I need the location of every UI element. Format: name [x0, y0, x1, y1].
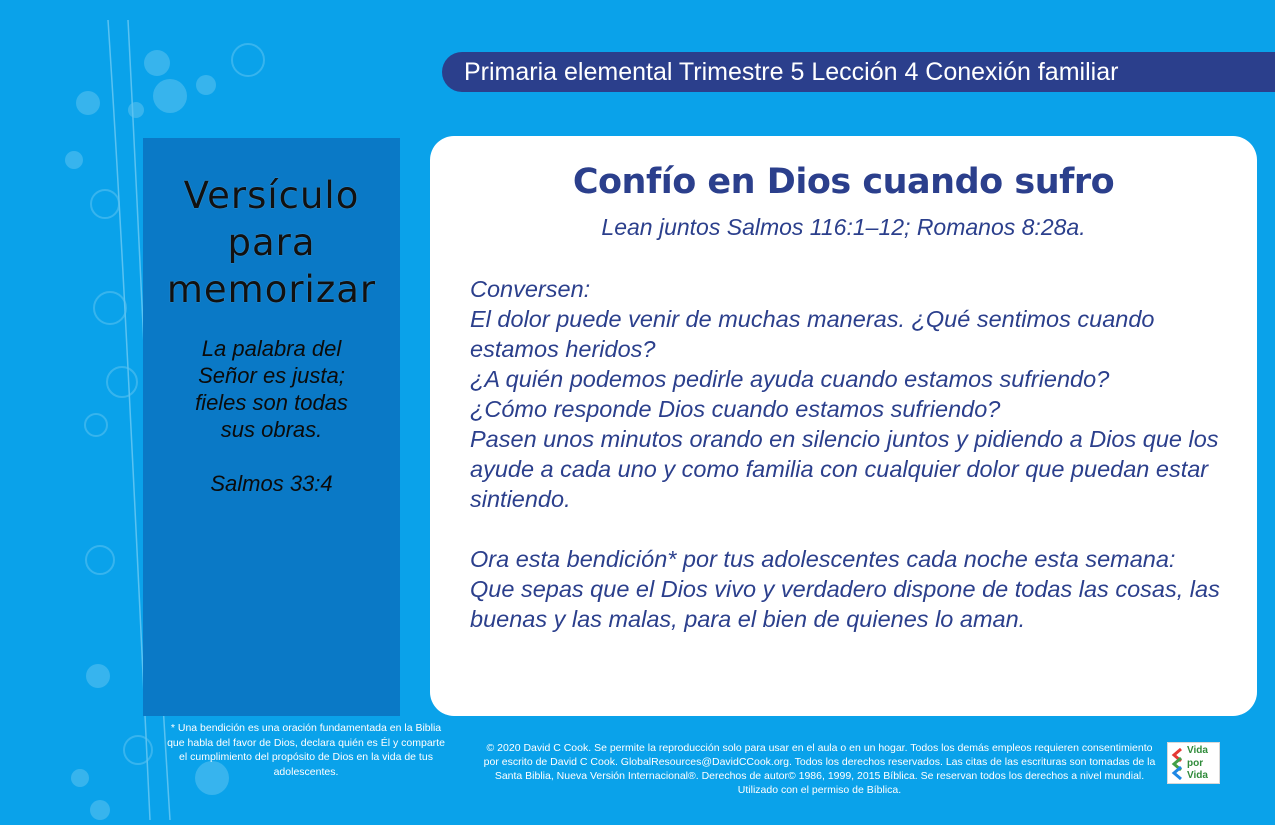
memory-title-line: para	[227, 221, 316, 264]
blessing-footnote: * Una bendición es una oración fundamentada en la Biblia que habla del favor de Dios, declara quién es Él y comparte el cumplimiento del propósito de Dios en la vida de tus adolescentes.	[167, 722, 445, 778]
paragraph-gap	[470, 514, 1230, 544]
copyright-notice: © 2020 David C Cook. Se permite la reproducción solo para usar en el aula o en un hogar. Todos los demás empleos requieren consentimiento por escrito de David C Cook. GlobalResources@DavidCCook.org. Todos los derechos reservados. Las citas de las escrituras son tomadas de la Santa Biblia, Nueva Versión Internacional®. Derechos de autor© 1986, 1999, 2015 Bíblica. Se reservan todos los derechos a nivel mundial. Utilizado con el permiso de Bíblica.	[483, 742, 1156, 796]
logo-text	[1187, 745, 1219, 783]
card-paragraph: ¿A quién podemos pedirle ayuda cuando estamos sufriendo?	[470, 366, 1110, 392]
memory-title-line: memorizar	[166, 268, 377, 311]
memory-title-line: Versículo	[183, 174, 360, 217]
memory-verse-panel	[143, 138, 400, 716]
logo-line: Vida	[1187, 745, 1208, 756]
logo-line: Vida	[1187, 770, 1208, 781]
lesson-header: Primaria elemental Trimestre 5 Lección 4 Conexión familiar	[442, 52, 1275, 92]
card-paragraph: Pasen unos minutos orando en silencio juntos y pidiendo a Dios que los ayude a cada uno y como familia con cualquier dolor que puedan estar sintiendo.	[470, 426, 1219, 512]
card-paragraph: ¿Cómo responde Dios cuando estamos sufriendo?	[470, 396, 1001, 422]
card-subtitle: Lean juntos Salmos 116:1–12; Romanos 8:28a.	[601, 214, 1086, 240]
memory-verse-text	[161, 335, 382, 443]
card-title: Confío en Dios cuando sufro	[572, 162, 1115, 202]
memory-verse-title	[143, 172, 400, 313]
logo-mark-icon	[1171, 748, 1185, 780]
memory-verse-line: sus obras.	[220, 417, 323, 442]
memory-verse-line: La palabra del	[201, 336, 342, 361]
memory-verse-reference: Salmos 33:4	[210, 471, 333, 496]
memory-verse-line: Señor es justa;	[198, 363, 345, 388]
card-paragraph: El dolor puede venir de muchas maneras. ¿Qué sentimos cuando estamos heridos?	[470, 306, 1155, 362]
logo-line: por	[1187, 757, 1204, 769]
card-body	[470, 274, 1230, 634]
card-paragraph: Ora esta bendición* por tus adolescentes cada noche esta semana:	[470, 546, 1176, 572]
vida-por-vida-logo	[1167, 742, 1220, 784]
lesson-card	[430, 136, 1257, 716]
card-paragraph: Conversen:	[470, 276, 591, 302]
memory-verse-line: fieles son todas	[195, 390, 348, 415]
card-paragraph: Que sepas que el Dios vivo y verdadero dispone de todas las cosas, las buenas y las malas, para el bien de quienes lo aman.	[470, 576, 1220, 632]
